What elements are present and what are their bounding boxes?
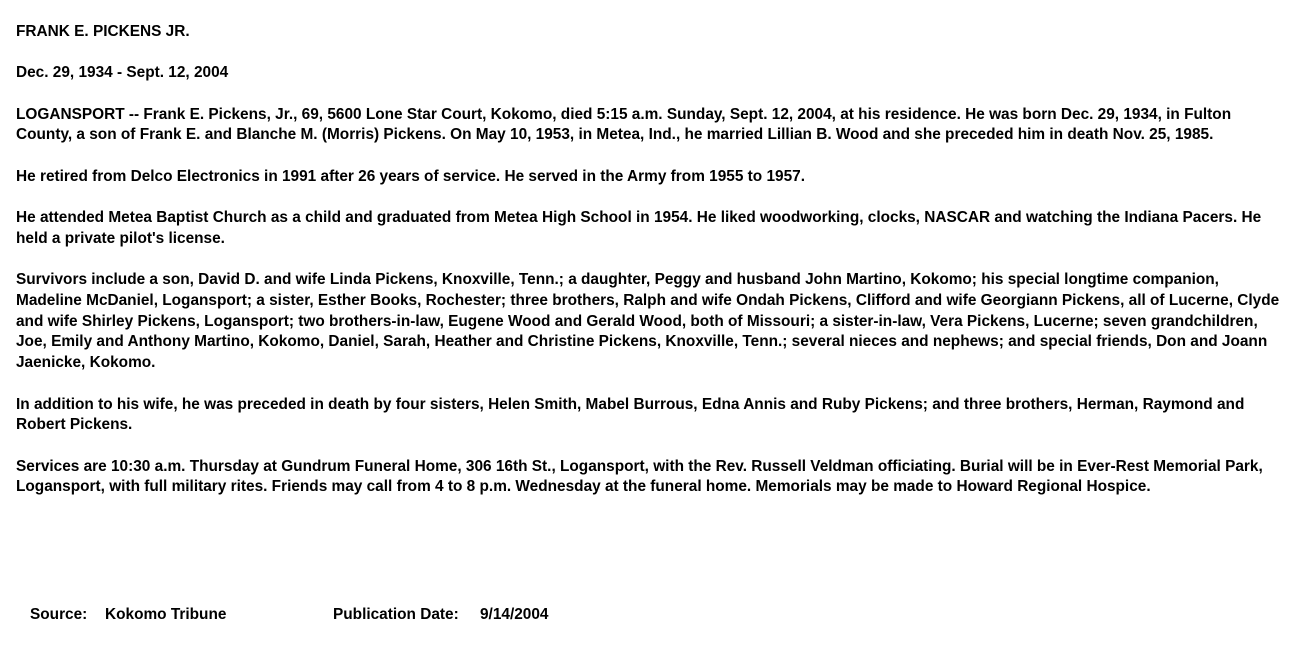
obituary-dates: Dec. 29, 1934 - Sept. 12, 2004 bbox=[16, 64, 229, 82]
publication-date-label: Publication Date: bbox=[333, 606, 459, 623]
obituary-paragraph-5: In addition to his wife, he was preceded in death by four sisters, Helen Smith, Mabel Burrous, Edna Annis and Ruby Pickens; and three brothers, Herman, Raymond and Robert Pickens. bbox=[16, 395, 1245, 434]
obituary-paragraph-3: He attended Metea Baptist Church as a child and graduated from Metea High School in 1954. He liked woodworking, clocks, NASCAR and watching the Indiana Pacers. He held a private pilot's license. bbox=[16, 209, 1262, 247]
obituary-heading: FRANK E. PICKENS JR. bbox=[16, 23, 190, 40]
obituary-paragraph-6: Services are 10:30 a.m. Thursday at Gundrum Funeral Home, 306 16th St., Logansport, with the Rev. Russell Veldman officiating. Burial will be in Ever-Rest Memorial Park, Logansport, with full military rites. Friends may call from 4 to 8 p.m. Wednesday at the funeral home. Memorials may be made to Howard Regional Hospice. bbox=[16, 457, 1263, 496]
publication-date-value: 9/14/2004 bbox=[480, 606, 549, 623]
obituary-paragraph-1: LOGANSPORT -- Frank E. Pickens, Jr., 69, 5600 Lone Star Court, Kokomo, died 5:15 a.m. Sunday, Sept. 12, 2004, at his residence. He was born Dec. 29, 1934, in Fulton County, a son of Frank E. and Blanche M. (Morris) Pickens. On May 10, 1953, in Metea, Ind., he married Lillian B. Wood and she preceded him in death Nov. 25, 1985. bbox=[16, 105, 1232, 144]
source-footer bbox=[30, 605, 1270, 627]
obituary-document bbox=[16, 22, 1284, 519]
source-label: Source: bbox=[30, 606, 88, 623]
obituary-paragraph-2: He retired from Delco Electronics in 1991 after 26 years of service. He served in the Army from 1955 to 1957. bbox=[16, 167, 805, 185]
obituary-paragraph-4: Survivors include a son, David D. and wife Linda Pickens, Knoxville, Tenn.; a daughter, Peggy and husband John Martino, Kokomo; his special longtime companion, Madeline McDaniel, Logansport; a sister, Esther Books, Rochester; three brothers, Ralph and wife Ondah Pickens, Clifford and wife Georgiann Pickens, all of Lucerne, Clyde and wife Shirley Pickens, Logansport; two brothers-in-law, Eugene Wood and Gerald Wood, both of Missouri; a sister-in-law, Vera Pickens, Lucerne; seven grandchildren, Joe, Emily and Anthony Martino, Kokomo, Daniel, Sarah, Heather and Christine Pickens, Knoxville, Tenn.; several nieces and nephews; and special friends, Don and Joann Jaenicke, Kokomo. bbox=[16, 271, 1280, 372]
source-value: Kokomo Tribune bbox=[105, 606, 227, 623]
